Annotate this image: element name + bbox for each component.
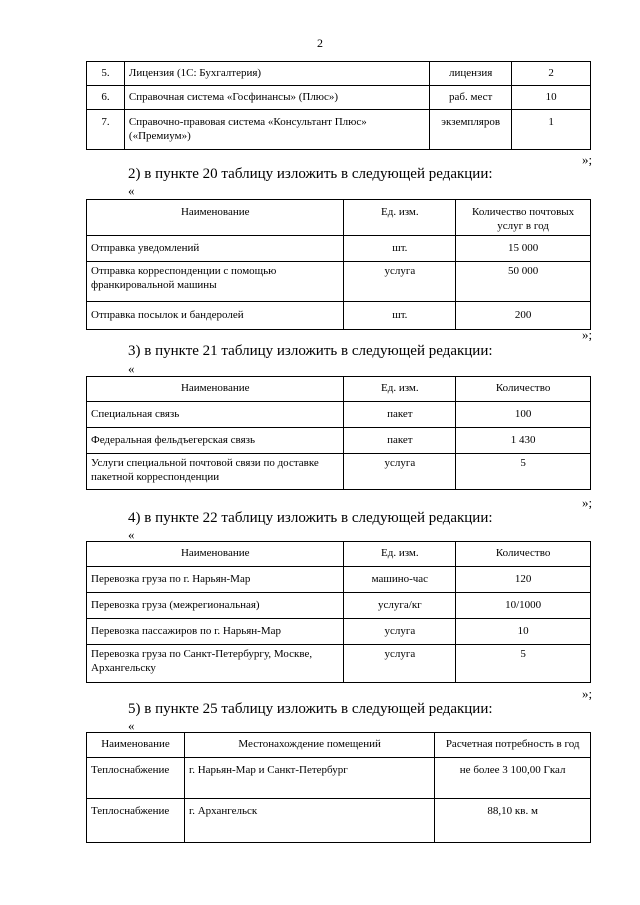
column-header: Наименование [87,733,185,758]
table-row [87,110,591,150]
item-unit: пакет [344,428,456,454]
column-header: Количество почтовых услуг в год [456,200,591,236]
item-qty: 15 000 [456,236,591,262]
table-header-row [87,377,591,402]
column-header: Местонахождение помещений [184,733,434,758]
item-name: Теплоснабжение [87,758,185,799]
item-name: Услуги специальной почтовой связи по доставке пакетной корреспонденции [87,454,344,490]
item-need: 88,10 кв. м [435,799,591,843]
transportation-table [86,541,591,683]
special-communication-table [86,376,591,490]
table-header-row [87,733,591,758]
section-heading: 4) в пункте 22 таблицу изложить в следующей редакции: [128,510,493,526]
item-qty: 10 [456,619,591,645]
column-header: Наименование [87,377,344,402]
item-name: Справочная система «Госфинансы» (Плюс») [124,86,429,110]
item-name: Отправка корреспонденции с помощью франкировальной машины [87,262,344,302]
item-unit: машино-час [344,567,456,593]
item-qty: 120 [456,567,591,593]
row-number: 5. [87,62,125,86]
table-row [87,799,591,843]
table-row [87,86,591,110]
item-qty: 100 [456,402,591,428]
table-row [87,62,591,86]
column-header: Наименование [87,542,344,567]
column-header: Наименование [87,200,344,236]
column-header: Количество [456,542,591,567]
postal-services-table [86,199,591,330]
item-name: Перевозка груза по Санкт-Петербургу, Москве, Архангельску [87,645,344,683]
opening-quote: « [128,527,135,542]
item-unit: услуга [344,619,456,645]
column-header: Количество [456,377,591,402]
table-row [87,262,591,302]
section-heading: 3) в пункте 21 таблицу изложить в следующей редакции: [128,343,493,359]
heat-supply-table [86,732,591,843]
item-unit: лицензия [430,62,512,86]
row-number: 7. [87,110,125,150]
item-unit: экземпляров [430,110,512,150]
table-header-row [87,200,591,236]
item-name: Перевозка груза (межрегиональная) [87,593,344,619]
item-qty: 1 [512,110,591,150]
table-row [87,454,591,490]
column-header: Ед. изм. [344,377,456,402]
item-unit: услуга [344,645,456,683]
item-unit: шт. [344,236,456,262]
opening-quote: « [128,361,135,376]
item-name: Лицензия (1С: Бухгалтерия) [124,62,429,86]
item-unit: раб. мест [430,86,512,110]
page-number: 2 [317,36,323,50]
table-row [87,593,591,619]
item-qty: 1 430 [456,428,591,454]
closing-quote: »; [582,686,593,701]
item-name: Справочно-правовая система «Консультант Плюс» («Премиум») [124,110,429,150]
item-unit: шт. [344,302,456,330]
section-heading: 2) в пункте 20 таблицу изложить в следующей редакции: [128,166,493,182]
table-row [87,402,591,428]
item-name: Теплоснабжение [87,799,185,843]
opening-quote: « [128,183,135,198]
item-name: Отправка посылок и бандеролей [87,302,344,330]
row-number: 6. [87,86,125,110]
item-qty: 200 [456,302,591,330]
item-qty: 5 [456,454,591,490]
table-row [87,645,591,683]
item-unit: услуга [344,454,456,490]
item-name: Перевозка пассажиров по г. Нарьян-Мар [87,619,344,645]
closing-quote: »; [582,495,593,510]
item-qty: 10/1000 [456,593,591,619]
table-row [87,567,591,593]
opening-quote: « [128,718,135,733]
table-row [87,619,591,645]
column-header: Ед. изм. [344,542,456,567]
item-qty: 5 [456,645,591,683]
item-name: Федеральная фельдъегерская связь [87,428,344,454]
table-row [87,758,591,799]
closing-quote: »; [582,327,593,342]
table-row [87,236,591,262]
table-row [87,302,591,330]
item-location: г. Архангельск [184,799,434,843]
item-qty: 50 000 [456,262,591,302]
item-unit: пакет [344,402,456,428]
item-name: Перевозка груза по г. Нарьян-Мар [87,567,344,593]
item-location: г. Нарьян-Мар и Санкт-Петербург [184,758,434,799]
column-header: Ед. изм. [344,200,456,236]
item-need: не более 3 100,00 Гкал [435,758,591,799]
table-row [87,428,591,454]
column-header: Расчетная потребность в год [435,733,591,758]
software-table [86,61,591,150]
item-unit: услуга [344,262,456,302]
closing-quote: »; [582,152,593,167]
item-name: Отправка уведомлений [87,236,344,262]
item-unit: услуга/кг [344,593,456,619]
table-header-row [87,542,591,567]
item-qty: 10 [512,86,591,110]
section-heading: 5) в пункте 25 таблицу изложить в следующей редакции: [128,701,493,717]
item-qty: 2 [512,62,591,86]
item-name: Специальная связь [87,402,344,428]
